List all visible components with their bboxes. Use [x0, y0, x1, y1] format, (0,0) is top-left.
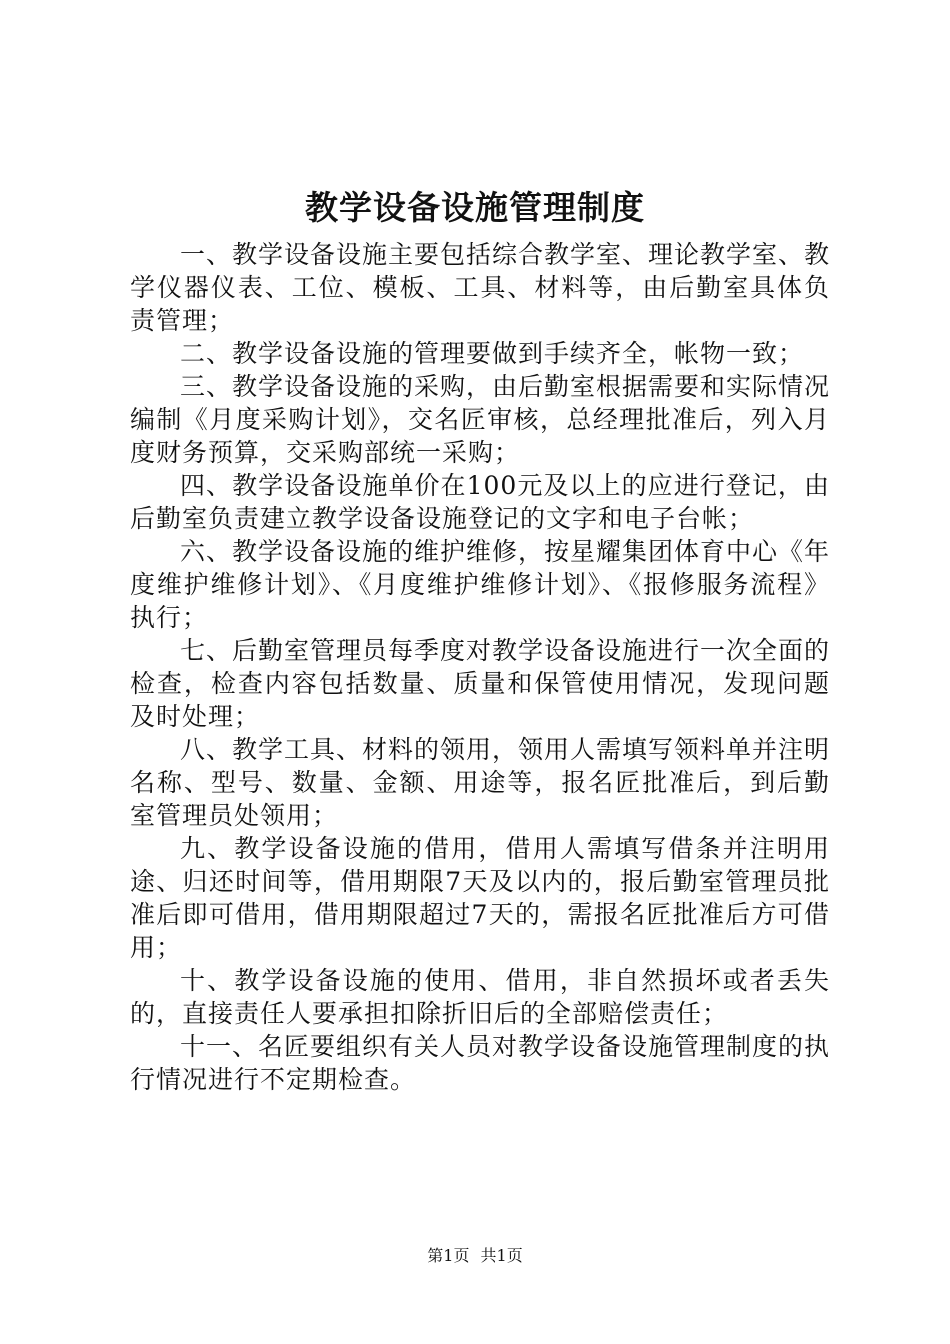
paragraph-4: 四、教学设备设施单价在100元及以上的应进行登记，由后勤室负责建立教学设备设施登记的文字和电子台帐； — [130, 471, 830, 533]
page-footer — [0, 1246, 950, 1266]
paragraph-6: 六、教学设备设施的维护维修，按星耀集团体育中心《年度维护维修计划》、《月度维护维修计划》、《报修服务流程》执行； — [130, 537, 831, 632]
paragraph-1: 一、教学设备设施主要包括综合教学室、理论教学室、教学仪器仪表、工位、模板、工具、材料等，由后勤室具体负责管理； — [130, 240, 831, 335]
page-number: 第1页 — [427, 1246, 470, 1265]
paragraph-8: 八、教学工具、材料的领用，领用人需填写领料单并注明名称、型号、数量、金额、用途等，报名匠批准后，到后勤室管理员处领用； — [130, 735, 831, 830]
paragraph-10: 十、教学设备设施的使用、借用，非自然损坏或者丢失的，直接责任人要承担扣除折旧后的全部赔偿责任； — [130, 966, 830, 1028]
paragraph-11: 十一、名匠要组织有关人员对教学设备设施管理制度的执行情况进行不定期检查。 — [130, 1032, 831, 1094]
paragraph-2: 二、教学设备设施的管理要做到手续齐全，帐物一致； — [180, 339, 805, 368]
document-body — [130, 238, 830, 1096]
page-total: 共1页 — [480, 1246, 523, 1265]
paragraph-7: 七、后勤室管理员每季度对教学设备设施进行一次全面的检查，检查内容包括数量、质量和保管使用情况，发现问题及时处理； — [130, 636, 831, 731]
document-title: 教学设备设施管理制度 — [305, 188, 645, 227]
paragraph-3: 三、教学设备设施的采购，由后勤室根据需要和实际情况编制《月度采购计划》，交名匠审核，总经理批准后，列入月度财务预算，交采购部统一采购； — [130, 372, 831, 467]
paragraph-9: 九、教学设备设施的借用，借用人需填写借条并注明用途、归还时间等，借用期限7天及以内的，报后勤室管理员批准后即可借用，借用期限超过7天的，需报名匠批准后方可借用； — [130, 834, 830, 962]
